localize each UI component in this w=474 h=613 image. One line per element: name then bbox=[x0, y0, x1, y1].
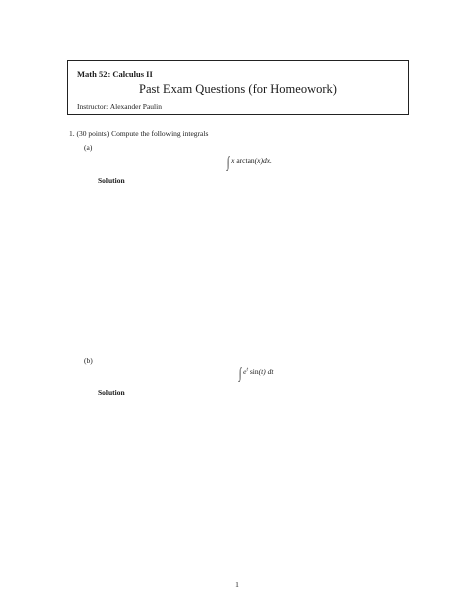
part-a-integral bbox=[226, 155, 272, 172]
integrand-function: sin bbox=[247, 367, 259, 376]
part-b-solution-label: Solution bbox=[98, 388, 125, 397]
integral-sign: ∫ bbox=[238, 366, 242, 382]
part-a-solution-label: Solution bbox=[98, 176, 125, 185]
integrand-variable: x bbox=[231, 156, 235, 165]
part-a-label: (a) bbox=[84, 143, 93, 152]
document-title: Past Exam Questions (for Homeowork) bbox=[139, 82, 337, 96]
part-b-label: (b) bbox=[84, 356, 93, 365]
integral-sign: ∫ bbox=[226, 155, 230, 171]
integrand-argument: (t) dt bbox=[258, 367, 274, 376]
question-number: 1. bbox=[69, 129, 75, 138]
header-box bbox=[67, 60, 409, 115]
part-b-integral bbox=[238, 366, 273, 383]
integrand-function: arctan bbox=[234, 156, 255, 165]
integrand-base: e bbox=[243, 367, 247, 376]
page-number: 1 bbox=[235, 580, 239, 589]
course-title: Math 52: Calculus II bbox=[77, 69, 153, 79]
question-text: (30 points) Compute the following integrals bbox=[76, 129, 209, 138]
instructor-line: Instructor: Alexander Paulin bbox=[77, 102, 162, 111]
integrand-argument: (x)dx. bbox=[254, 156, 272, 165]
question-1-prompt bbox=[69, 129, 208, 138]
integrand-exponent: t bbox=[246, 366, 248, 373]
